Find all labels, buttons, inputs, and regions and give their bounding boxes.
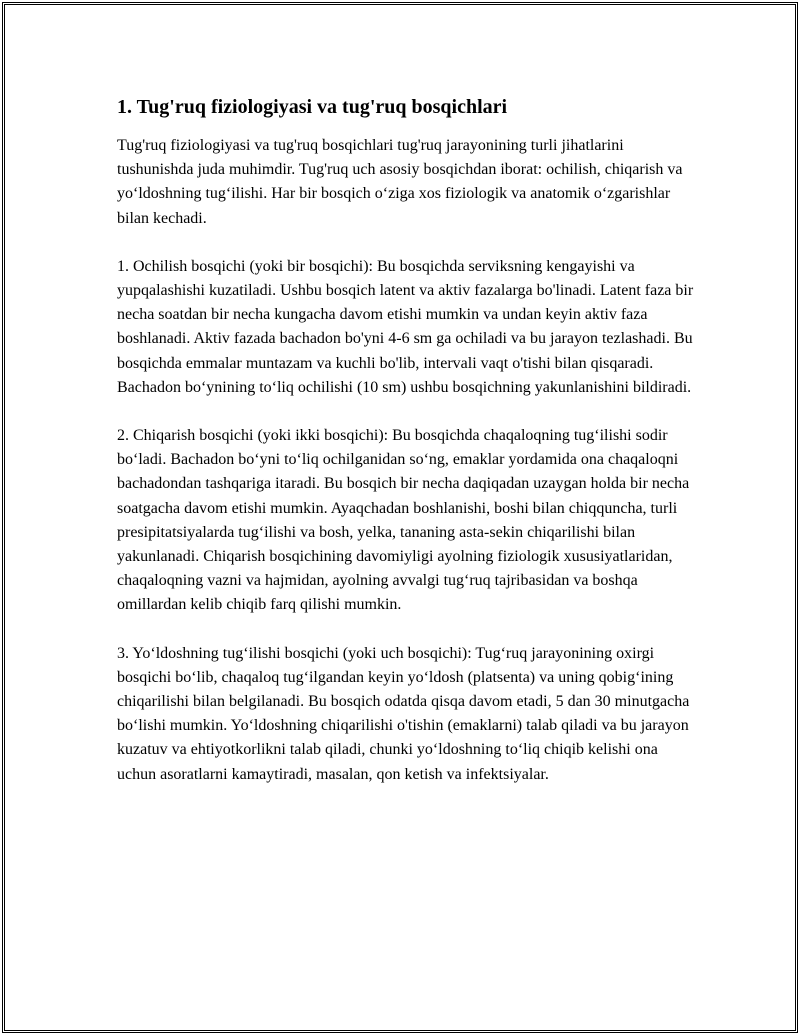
placenta-stage-paragraph: 3. Yo‘ldoshning tug‘ilishi bosqichi (yoki uch bosqichi): Tug‘ruq jarayonining oxirgi bosqichi bo‘lib, chaqaloq tug‘ilgandan keyin yo‘ldosh (platsenta) va uning qobig‘ining chiqarilishi bilan belgilanadi. Bu bosqich odatda qisqa davom etadi, 5 dan 30 minutgacha bo‘lishi mumkin. Yo‘ldoshning chiqarilishi o'tishin (emaklarni) talab qiladi va bu jarayon kuzatuv va ehtiyotkorlikni talab qiladi, chunki yo‘ldoshning to‘liq chiqib kelishi ona uchun asoratlarni kamaytiradi, masalan, qon ketish va infektsiyalar. [117, 644, 690, 783]
expulsion-stage-paragraph: 2. Chiqarish bosqichi (yoki ikki bosqichi): Bu bosqichda chaqaloqning tug‘ilishi sodir bo‘ladi. Bachadon bo‘yni to‘liq ochilganidan so‘ng, emaklar yordamida ona chaqaloqni bachadondan tashqariga itaradi. Bu bosqich bir necha daqiqadan uzaygan holda bir necha soatgacha davom etishi mumkin. Ayaqchadan boshlanishi, boshi bilan chiqquncha, turli presipitatsiyalarda tug‘ilishi va bosh, yelka, tananing asta-sekin chiqarilishi bilan yakunlanadi. Chiqarish bosqichining davomiyligi ayolning fiziologik xususiyatlaridan, chaqaloqning vazni va hajmidan, ayolning avvalgi tug‘ruq tajribasidan va boshqa omillardan kelib chiqib farq qilishi mumkin. [117, 427, 690, 614]
opening-stage-paragraph: 1. Ochilish bosqichi (yoki bir bosqichi): Bu bosqichda serviksning kengayishi va yupqalashishi kuzatiladi. Ushbu bosqich latent va aktiv fazalarga bo'linadi. Latent faza bir necha soatdan bir necha kungacha davom etishi mumkin va undan keyin aktiv faza boshlanadi. Aktiv fazada bachadon bo'yni 4-6 sm ga ochiladi va bu jarayon tezlashadi. Bu bosqichda emmalar muntazam va kuchli bo'lib, intervali vaqt o'tishi bilan qisqaradi. Bachadon bo‘ynining to‘liq ochilishi (10 sm) ushbu bosqichning yakunlanishini bildiradi. [117, 257, 694, 396]
section-heading: 1. Tug'ruq fiziologiyasi va tug'ruq bosqichlari [117, 96, 508, 118]
document-body [117, 94, 697, 811]
intro-paragraph: Tug'ruq fiziologiyasi va tug'ruq bosqichlari tug'ruq jarayonining turli jihatlarini tushunishda juda muhimdir. Tug'ruq uch asosiy bosqichdan iborat: ochilish, chiqarish va yo‘ldoshning tug‘ilishi. Har bir bosqich o‘ziga xos fiziologik va anatomik o‘zgarishlar bilan kechadi. [117, 137, 683, 227]
